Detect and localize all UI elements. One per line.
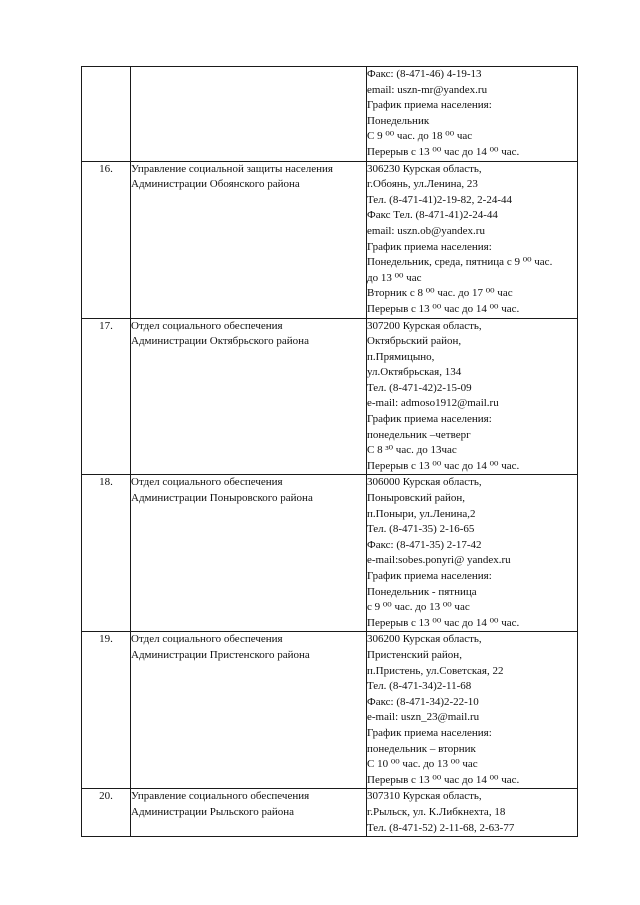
contact-info-line: 306000 Курская область, [367,476,482,489]
contact-info-line: Факс: (8-471-35) 2-17-42 [367,538,482,551]
contact-info-line: понедельник –четверг [367,428,471,441]
organization-name-line: Управление социальной защиты населения [131,162,333,175]
row-number: 17. [82,318,131,475]
contact-info-cell [367,475,578,632]
contact-info-line: Перерыв с 13 ⁰⁰ час до 14 ⁰⁰ час. [367,459,520,472]
contact-info-line: г.Обоянь, ул.Ленина, 23 [367,178,478,191]
contact-info-line: Факс: (8-471-34)2-22-10 [367,695,479,708]
contact-info-line: Октябрьский район, [367,335,462,348]
contact-info-line: email: uszn.ob@yandex.ru [367,224,485,237]
organization-name-line: Отдел социального обеспечения [131,319,283,332]
contact-info-line: График приема населения: [367,413,492,426]
organization-name-cell [131,318,367,475]
contact-info-line: Тел. (8-471-42)2-15-09 [367,381,472,394]
contact-info-cell [367,632,578,789]
table-row [82,67,578,162]
organization-name-line: Отдел социального обеспечения [131,633,283,646]
contact-info-line: e-mail: admoso1912@mail.ru [367,397,499,410]
contact-info-line: Пристенский район, [367,648,462,661]
row-number [82,67,131,162]
contact-info-line: п.Поныри, ул.Ленина,2 [367,507,476,520]
contact-info-line: с 9 ⁰⁰ час. до 13 ⁰⁰ час [367,601,470,614]
contact-info-line: ул.Октябрьская, 134 [367,366,462,379]
organization-name-cell [131,475,367,632]
contact-info-line: Тел. (8-471-52) 2-11-68, 2-63-77 [367,821,515,834]
contact-info-line: п.Пристень, ул.Советская, 22 [367,664,504,677]
organization-name-cell [131,789,367,837]
contact-info-line: Вторник с 8 ⁰⁰ час. до 17 ⁰⁰ час [367,287,513,300]
organization-name-cell [131,161,367,318]
contact-info-line: 307200 Курская область, [367,319,482,332]
contact-info-line: Перерыв с 13 ⁰⁰ час до 14 ⁰⁰ час. [367,773,520,786]
contact-info-line: Факс: (8-471-46) 4-19-13 [367,68,482,80]
contact-info-line: Понедельник - пятница [367,585,477,598]
contact-info-line: Факс Тел. (8-471-41)2-24-44 [367,209,498,222]
contact-info-line: С 8 ³⁰ час. до 13час [367,444,457,457]
contact-info-line: 306200 Курская область, [367,633,482,646]
contact-info-line: 306230 Курская область, [367,162,482,175]
row-number: 19. [82,632,131,789]
contact-info-line: Тел. (8-471-34)2-11-68 [367,680,472,693]
contact-info-line: Перерыв с 13 ⁰⁰ час до 14 ⁰⁰ час. [367,145,520,158]
organization-name-line: Администрации Поныровского района [131,492,313,505]
row-number: 16. [82,161,131,318]
contact-info-line: Понедельник, среда, пятница с 9 ⁰⁰ час. [367,256,553,269]
contact-info-line: С 10 ⁰⁰ час. до 13 ⁰⁰ час [367,758,478,771]
table-row [82,789,578,837]
table-row [82,318,578,475]
contact-info-line: С 9 ⁰⁰ час. до 18 ⁰⁰ час [367,130,473,143]
contact-info-line: г.Рыльск, ул. К.Либкнехта, 18 [367,805,506,818]
contact-info-line: График приема населения: [367,726,492,739]
row-number: 20. [82,789,131,837]
contact-info-cell [367,318,578,475]
organization-name-cell [131,67,367,162]
contact-info-line: 307310 Курская область, [367,790,482,803]
table-row [82,475,578,632]
contact-info-line: e-mail:sobes.ponyri@ yandex.ru [367,554,511,567]
organization-name-line: Администрации Рыльского района [131,805,294,818]
organization-name-line: Администрации Обоянского района [131,178,300,191]
contact-info-line: до 13 ⁰⁰ час [367,271,422,284]
organization-name-line: Отдел социального обеспечения [131,476,283,489]
organization-name-cell [131,632,367,789]
table-row [82,161,578,318]
row-number: 18. [82,475,131,632]
contact-info-line: График приема населения: [367,99,492,112]
contact-info-cell [367,67,578,162]
organization-name-line: Администрации Октябрьского района [131,335,309,348]
contact-info-line: Перерыв с 13 ⁰⁰ час до 14 ⁰⁰ час. [367,616,520,629]
contact-info-cell [367,161,578,318]
table-row [82,632,578,789]
table-body [82,67,578,837]
contact-info-line: п.Прямицыно, [367,350,435,363]
contact-info-line: e-mail: uszn_23@mail.ru [367,711,480,724]
contact-info-line: Поныровский район, [367,492,466,505]
contact-info-line: email: uszn-mr@yandex.ru [367,83,488,96]
contact-info-line: Перерыв с 13 ⁰⁰ час до 14 ⁰⁰ час. [367,302,520,315]
contact-info-line: График приема населения: [367,570,492,582]
organization-name-line: Администрации Пристенского района [131,648,310,661]
contact-info-cell [367,789,578,837]
contact-info-line: График приема населения: [367,240,492,253]
social-services-table [81,66,578,837]
contact-info-line: Понедельник [367,114,430,127]
contact-info-line: понедельник – вторник [367,742,476,755]
organization-name-line: Управление социального обеспечения [131,790,310,803]
contact-info-line: Тел. (8-471-41)2-19-82, 2-24-44 [367,193,512,206]
contact-info-line: Тел. (8-471-35) 2-16-65 [367,523,475,536]
